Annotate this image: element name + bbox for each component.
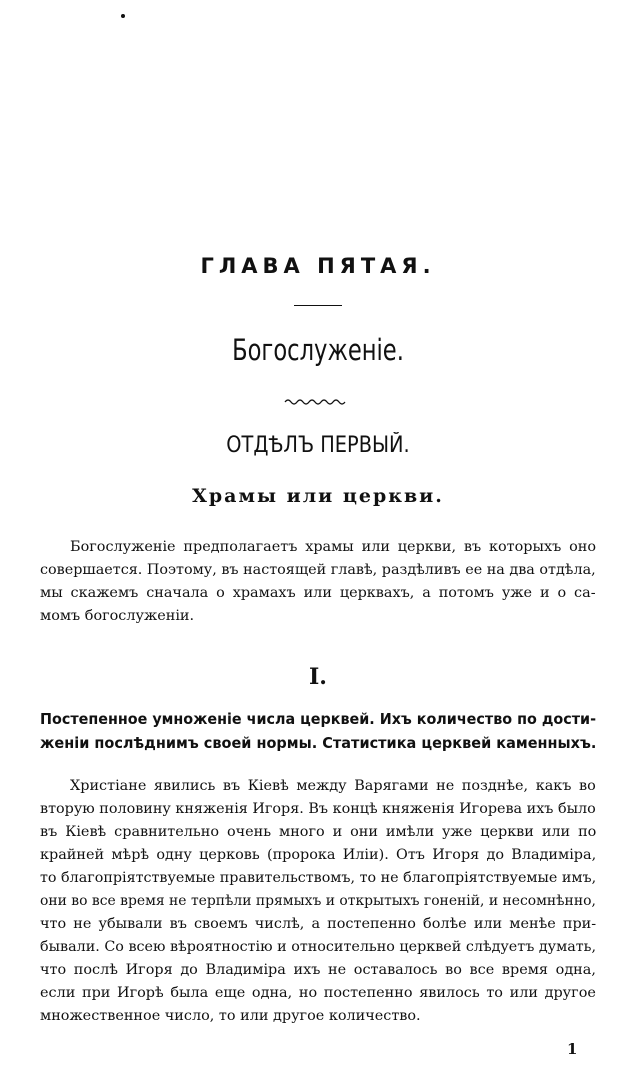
body-line: что послѣ Игоря до Владиміра ихъ не оставалось во все время одна, [40,962,596,978]
intro-line: мы скажемъ сначала о храмахъ или церквахъ, а потомъ уже и о са- [40,585,596,601]
body-line: вторую половину княженія Игоря. Въ концѣ княженія Игорева ихъ было [40,801,596,817]
intro-paragraph [40,536,596,628]
part-heading [40,707,596,755]
body-line: въ Кіевѣ сравнительно очень много и они имѣли уже церкви или по [40,824,597,840]
body-line: если при Игорѣ была еще одна, но постепенно явилось то или другое [40,985,596,1001]
body-line: то благопріятствуемые правительствомъ, то не благопріятствуемые имъ, [40,870,597,886]
body-line: множественное число, то или другое количество. [40,1008,421,1024]
heading-line: женіи послѣднимъ своей нормы. Статистика церквей каменныхъ. [40,734,597,752]
heading-line: Постепенное умноженіе числа церквей. Ихъ количество по дости- [40,710,597,728]
section-subtitle: Храмы или церкви. [192,485,444,507]
section-title: ОТДѢЛЪ ПЕРВЫЙ. [226,433,410,458]
page-number: 1 [567,1040,578,1058]
body-line: Христіане явились въ Кіевѣ между Варягами не позднѣе, какъ во [70,778,596,794]
body-line: крайней мѣрѣ одну церковь (пророка Иліи). Отъ Игоря до Владиміра, [40,847,597,863]
part-numeral: I. [309,664,327,690]
intro-line: момъ богослуженіи. [40,608,195,624]
body-line: бывали. Со всею вѣроятностію и относительно церквей слѣдуетъ думать, [40,939,597,955]
body-line: они во все время не терпѣли прямыхъ и открытыхъ гоненій, и несомнѣнно, [40,893,596,909]
title-rule [294,305,342,306]
chapter-subject: Богослуженіе. [232,333,404,367]
ornamental-divider [284,396,346,408]
body-paragraph [40,775,596,1028]
intro-line: Богослуженіе предполагаетъ храмы или церкви, въ которыхъ оно [70,539,597,555]
chapter-title: ГЛАВА ПЯТАЯ. [200,254,436,278]
ink-speck [121,14,125,18]
body-line: что не убывали въ своемъ числѣ, а постепенно болѣе или менѣе при- [40,916,597,932]
intro-line: совершается. Поэтому, въ настоящей главѣ, раздѣливъ ее на два отдѣла, [40,562,596,578]
